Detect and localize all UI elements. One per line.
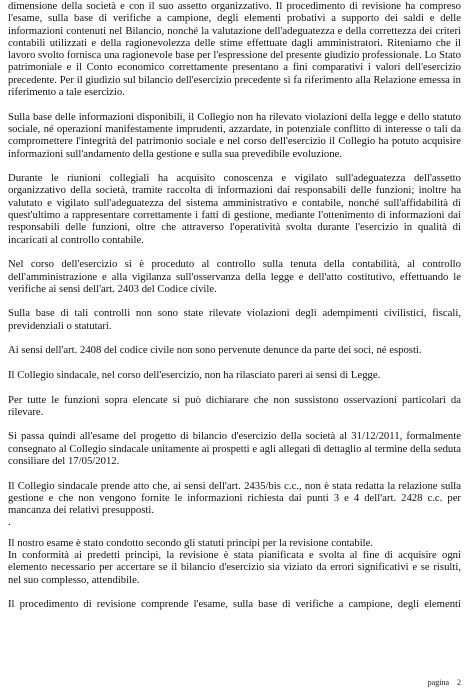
paragraph-no-observations: Per tutte le funzioni sopra elencate si può dichiarare che non sussistono osservazioni particolari da rilevare. <box>8 393 461 418</box>
paragraph-budget-examination: Si passa quindi all'esame del progetto di bilancio d'esercizio della società al 31/12/2011, formalmente consegnato al Collegio sindacale unitamente ai prospetti e agli allegati di dettaglio al termine della seduta consiliare del 17/05/2012. <box>8 430 461 467</box>
paragraph-revision-procedure: Il procedimento di revisione comprende l'esame, sulla base di verifiche a campione, degli elementi <box>8 598 461 611</box>
paragraph-art-2408: Ai sensi dell'art. 2408 del codice civile non sono pervenute denunce da parte dei soci, né esposti. <box>8 344 422 357</box>
page-label: pagina <box>427 678 449 687</box>
paragraph-audit-principles: Il nostro esame è stato condotto secondo gli statuti principi per la revisione contabile. <box>8 536 374 549</box>
paragraph-controls-result: Sulla base di tali controlli non sono state rilevate violazioni degli adempimenti civilistici, fiscali, previdenziali o statutari. <box>8 307 461 332</box>
paragraph-no-violations: Sulla base delle informazioni disponibili, il Collegio non ha rilevato violazioni della legge e dello statuto sociale, né operazioni manifestamente imprudenti, azzardate, in potenziale conflitto di interesse o tali da compromettere l'integrità del patrimonio sociale e nel corso dell'esercizio il Collegio ha potuto acquisire informazioni sull'andamento della gestione e sulla sua prevedibile evoluzione. <box>8 110 461 160</box>
paragraph-dot: . <box>8 516 11 529</box>
paragraph-organizational-assets: Durante le riunioni collegiali ha acquisito conoscenza e vigilato sull'adeguatezza dell'assetto organizzativo della società, tramite raccolta di informazioni dai responsabili delle funzioni; inoltre ha valutato e vigilato sull'adeguatezza del sistema amministrativo e contabile, nonché sull'affidabilità di quest'ultimo a rappresentare correttamente i fatti di gestione, mediante l'ottenimento di informazioni dai responsabili delle funzioni, oltre che attraverso l'operatività svolta durante l'esercizio in qualità di incaricati al controllo contabile. <box>8 172 461 246</box>
paragraph-no-opinions: Il Collegio sindacale, nel corso dell'esercizio, non ha rilasciato pareri ai sensi di Legge. <box>8 368 381 381</box>
paragraph-accounting-control: Nel corso dell'esercizio si è proceduto al controllo sulla tenuta della contabilità, al controllo dell'amministrazione e alla vigilanza sull'osservanza della legge e dell'atto costitutivo, effettuando le verifiche ai sensi dell'art. 2403 del Codice civile. <box>8 258 461 295</box>
paragraph-audit-planning: In conformità ai predetti principi, la revisione è stata pianificata e svolta al fine di acquisire ogni elemento necessario per accertare se il bilancio d'esercizio sia viziato da errori significativi e se risulti, nel suo complesso, attendibile. <box>8 549 461 586</box>
paragraph-art-2435-bis: Il Collegio sindacale prende atto che, ai sensi dell'art. 2435/bis c.c., non è stata redatta la relazione sulla gestione e che non vengono fornite le informazioni richiesta dai punti 3 e 4 dell'art. 2428 c.c. per mancanza dei relativi presupposti. <box>8 479 461 517</box>
document-body <box>8 0 461 611</box>
page-footer <box>420 678 461 688</box>
page-number: 2 <box>457 678 461 687</box>
paragraph-revision-scope: dimensione della società e con il suo assetto organizzativo. Il procedimento di revisione ha compreso l'esame, sulla base di verifiche a campione, degli elementi probativi a supporto dei saldi e delle informazioni contenuti nel Bilancio, nonché la valutazione dell'adeguatezza e della correttezza dei criteri contabili utilizzati e della ragionevolezza delle stime effettuate dagli amministratori. Riteniamo che il lavoro svolto fornisca una ragionevole base per l'espressione del presente giudizio professionale. Lo Stato patrimoniale e il Conto economico correttamente presentano a fini comparativi i valori dell'esercizio precedente. Per il giudizio sul bilancio dell'esercizio precedente si fa riferimento alla Relazione emessa in riferimento a tale esercizio. <box>8 0 461 99</box>
